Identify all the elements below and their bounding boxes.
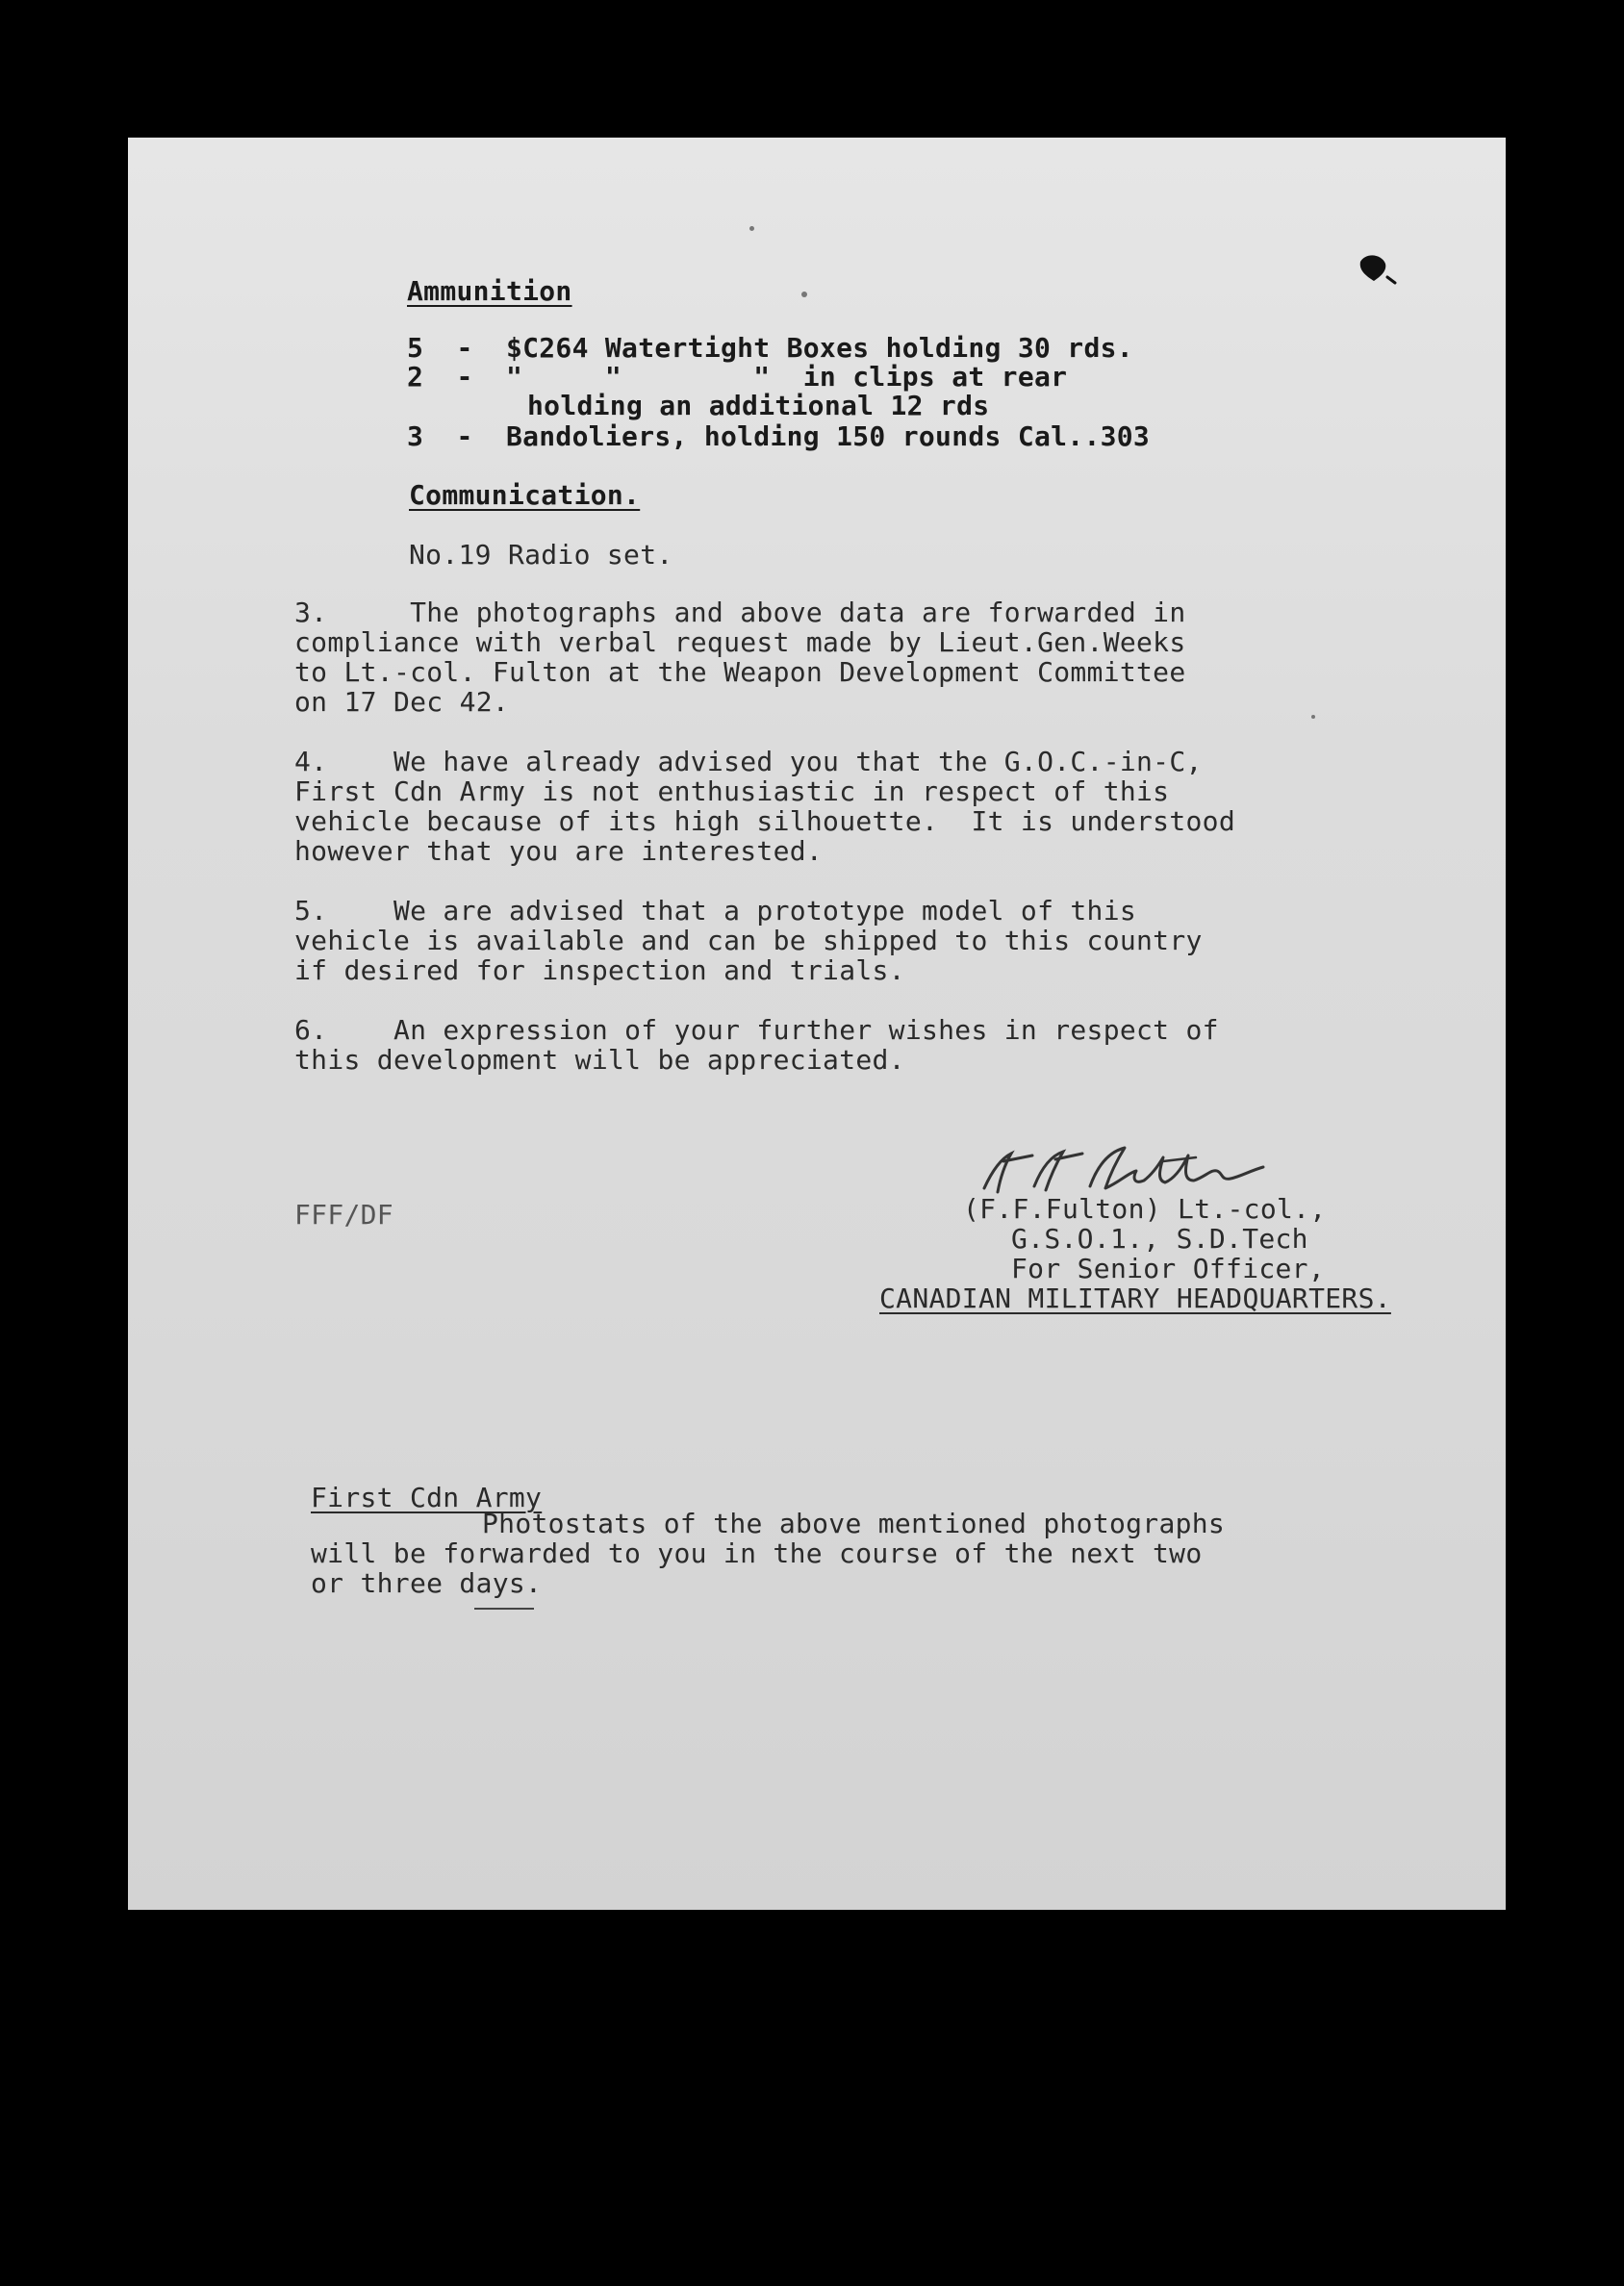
addendum-line: will be forwarded to you in the course of the next two [311, 1537, 1203, 1569]
ammunition-line: holding an additional 12 rds [527, 390, 990, 421]
paragraph-3-line: on 17 Dec 42. [294, 686, 510, 718]
addendum-line: Photostats of the above mentioned photographs [482, 1508, 1226, 1539]
paragraph-3-line: 3. The photographs and above data are forwarded in [294, 597, 1186, 628]
closing-rule [474, 1608, 534, 1610]
ammunition-line: 5 - $C264 Watertight Boxes holding 30 rds. [407, 332, 1133, 364]
reference-initials: FFF/DF [294, 1199, 393, 1231]
paragraph-4-line: vehicle because of its high silhouette. It is understood [294, 805, 1235, 837]
signature-organization: CANADIAN MILITARY HEADQUARTERS. [879, 1283, 1391, 1314]
signature-line: G.S.O.1., S.D.Tech [1011, 1223, 1308, 1255]
paragraph-3-line: to Lt.-col. Fulton at the Weapon Development Committee [294, 656, 1186, 688]
paragraph-6-line: this development will be appreciated. [294, 1044, 905, 1076]
paragraph-4-line: however that you are interested. [294, 835, 824, 867]
scan-speck [801, 292, 807, 297]
paragraph-4-line: First Cdn Army is not enthusiastic in respect of this [294, 775, 1170, 807]
ink-blot-mark [1353, 248, 1401, 296]
ammunition-line: 2 - " " " in clips at rear [407, 361, 1068, 393]
addendum-line: or three days. [311, 1567, 543, 1599]
communication-heading: Communication. [409, 479, 641, 511]
document-page [128, 138, 1506, 1910]
ammunition-heading: Ammunition [407, 275, 572, 307]
communication-line: No.19 Radio set. [409, 539, 673, 571]
addendum-heading: First Cdn Army [311, 1482, 543, 1513]
paragraph-3-line: compliance with verbal request made by Lieut.Gen.Weeks [294, 626, 1186, 658]
scan-speck [749, 226, 754, 231]
paragraph-4-line: 4. We have already advised you that the G.O.C.-in-C, [294, 746, 1203, 777]
ammunition-line: 3 - Bandoliers, holding 150 rounds Cal..303 [407, 420, 1151, 452]
paragraph-5-line: if desired for inspection and trials. [294, 954, 905, 986]
paragraph-5-line: 5. We are advised that a prototype model of this [294, 895, 1137, 927]
signature-line: For Senior Officer, [1011, 1253, 1325, 1284]
paragraph-5-line: vehicle is available and can be shipped to this country [294, 925, 1203, 956]
scan-speck [1311, 715, 1315, 719]
signature-line: (F.F.Fulton) Lt.-col., [963, 1193, 1327, 1225]
paragraph-6-line: 6. An expression of your further wishes in respect of [294, 1014, 1219, 1046]
